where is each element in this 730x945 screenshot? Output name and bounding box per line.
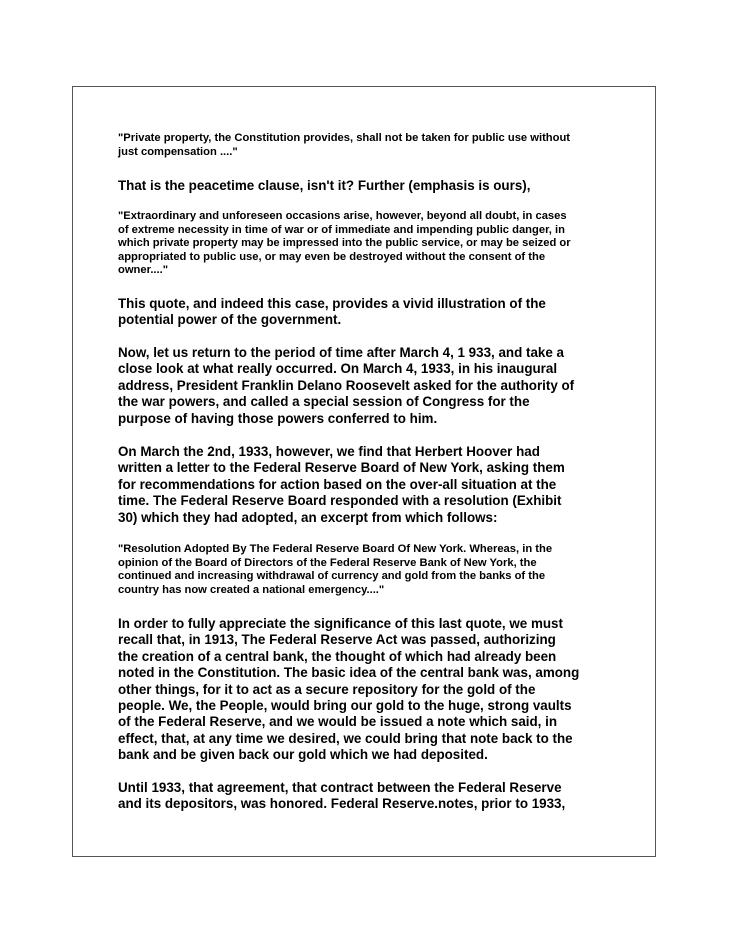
text-line: close look at what really occurred. On March 4, 1933, in his inaugural	[118, 361, 558, 377]
text-line: of the Federal Reserve, and we would be issued a note which said, in	[118, 714, 558, 730]
paragraph-federal-reserve-act	[118, 616, 579, 764]
text-line: the war powers, and called a special session of Congress for the	[118, 394, 530, 410]
text-line: purpose of having those powers conferred to him.	[118, 410, 438, 426]
text-line: other things, for it to act as a secure repository for the gold of the	[118, 681, 536, 697]
paragraph-until-1933	[118, 780, 565, 813]
text-line: recall that, in 1913, The Federal Reserve Act was passed, authorizing	[118, 632, 556, 648]
paragraph-hoover-letter	[118, 444, 565, 526]
text-line: Until 1933, that agreement, that contract between the Federal Reserve	[118, 780, 562, 795]
paragraph-march-4-1933	[118, 345, 574, 427]
paragraph-peacetime-clause	[118, 178, 530, 194]
text-line: for recommendations for action based on the over-all situation at the	[118, 476, 557, 492]
text-line: opinion of the Board of Directors of the Federal Reserve Bank of New York, the	[118, 556, 537, 569]
text-line: address, President Franklin Delano Roosevelt asked for the authority of	[118, 377, 575, 393]
text-line: continued and increasing withdrawal of currency and gold from the banks of the	[118, 570, 546, 583]
text-line: This quote, and indeed this case, provides a vivid illustration of the	[118, 296, 546, 311]
text-line: just compensation ...."	[118, 145, 238, 158]
text-line: owner...."	[118, 264, 169, 277]
paragraph-power-of-government	[118, 296, 546, 329]
text-line: and its depositors, was honored. Federal Reserve.notes, prior to 1933,	[118, 796, 566, 812]
text-line: Now, let us return to the period of time after March 4, 1 933, and take a	[118, 345, 564, 360]
text-line: of extreme necessity in time of war or of immediate and impending public danger, in	[118, 223, 565, 236]
quote-extraordinary-occasions	[118, 210, 571, 278]
text-line: "Extraordinary and unforeseen occasions arise, however, beyond all doubt, in cases	[118, 210, 567, 222]
text-line: the creation of a central bank, the thought of which had already been	[118, 648, 557, 664]
text-line: appropriated to public use, or may even be destroyed without the consent of the	[118, 250, 546, 263]
text-line: That is the peacetime clause, isn't it? Further (emphasis is ours),	[118, 178, 531, 193]
quote-constitution	[118, 132, 570, 159]
text-line: potential power of the government.	[118, 312, 342, 328]
text-line: country has now created a national emergency...."	[118, 583, 385, 596]
text-line: people. We, the People, would bring our gold to the huge, strong vaults	[118, 698, 572, 714]
text-line: noted in the Constitution. The basic idea of the central bank was, among	[118, 665, 580, 681]
text-line: In order to fully appreciate the significance of this last quote, we must	[118, 616, 563, 631]
text-line: effect, that, at any time we desired, we could bring that note back to the	[118, 730, 573, 746]
text-line: bank and be given back our gold which we had deposited.	[118, 747, 488, 763]
text-line: "Resolution Adopted By The Federal Reserve Board Of New York. Whereas, in the	[118, 543, 553, 555]
text-line: which private property may be impressed into the public service, or may be seized or	[118, 237, 571, 250]
text-line: written a letter to the Federal Reserve Board of New York, asking them	[118, 460, 565, 476]
text-line: On March the 2nd, 1933, however, we find that Herbert Hoover had	[118, 444, 540, 459]
text-line: 30) which they had adopted, an excerpt from which follows:	[118, 509, 498, 525]
text-line: time. The Federal Reserve Board responded with a resolution (Exhibit	[118, 493, 562, 509]
text-line: "Private property, the Constitution provides, shall not be taken for public use without	[118, 132, 571, 144]
quote-federal-reserve-resolution	[118, 543, 552, 597]
